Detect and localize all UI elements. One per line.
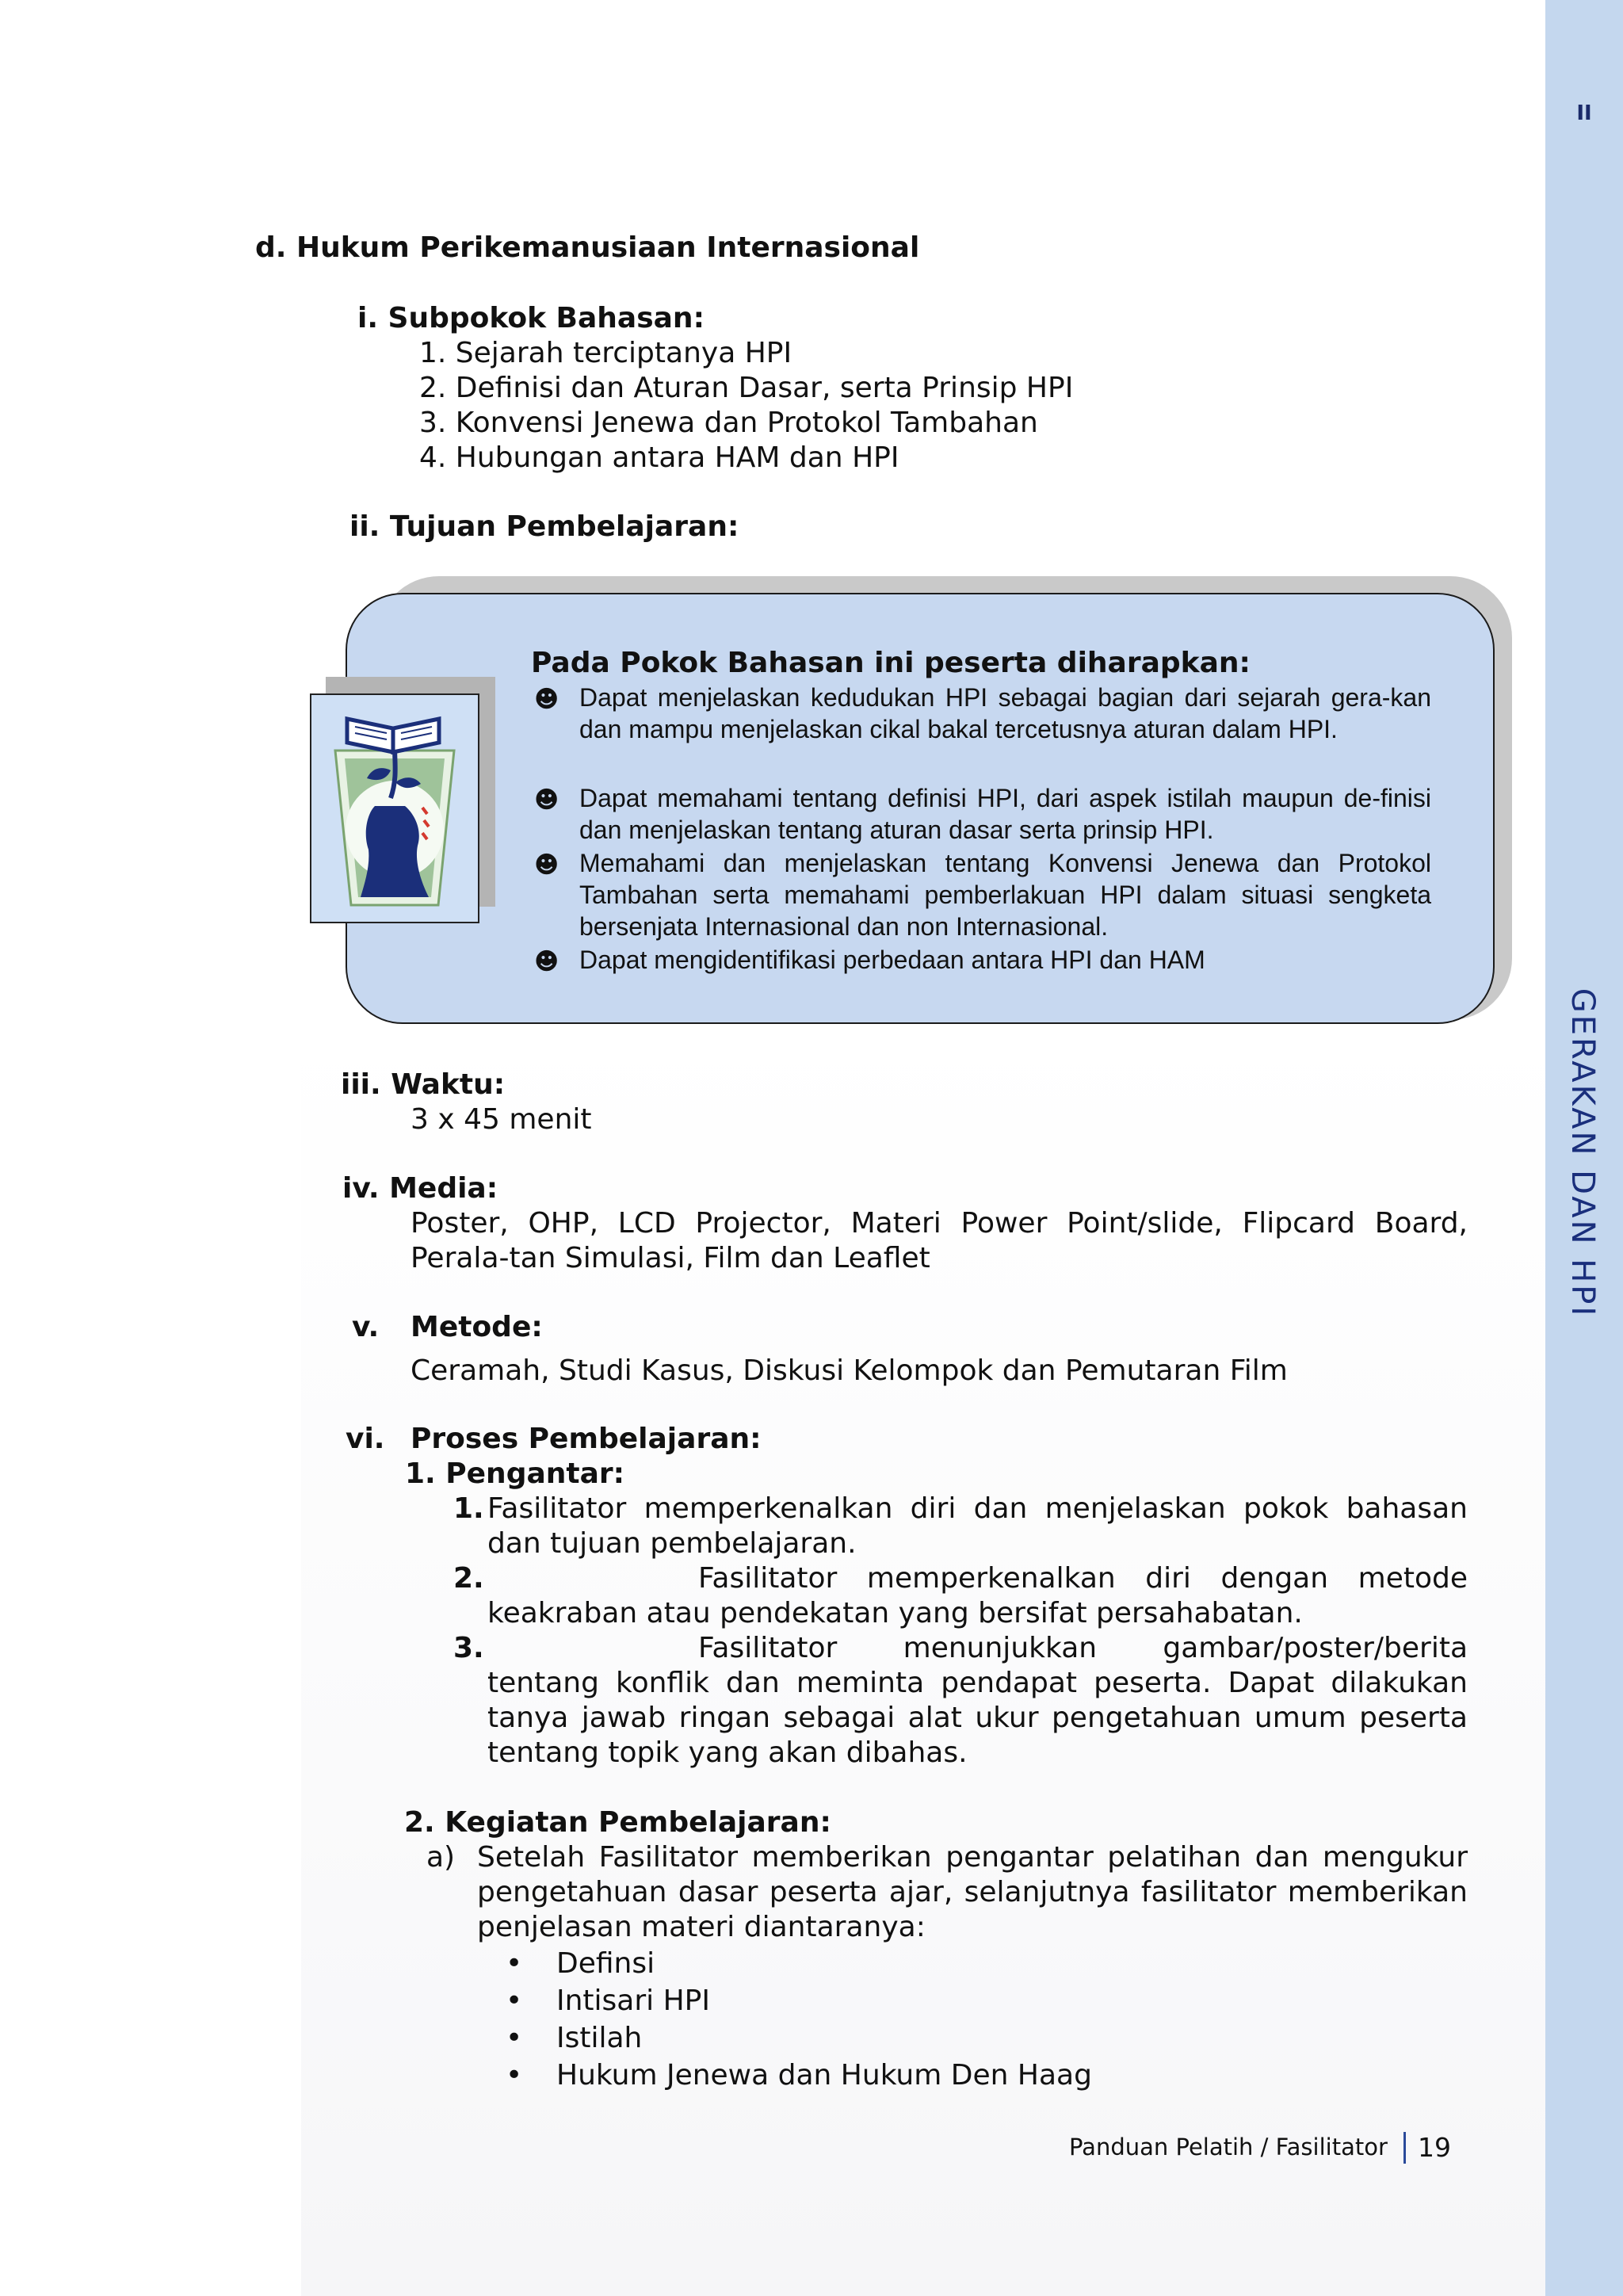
smiley-bullet-icon: ☻ [534, 786, 559, 814]
process-label: Proses Pembelajaran: [411, 1423, 762, 1455]
chapter-number: II [1576, 101, 1592, 125]
bullet-icon: • [506, 1947, 523, 1980]
material-item: Definsi [556, 1947, 655, 1980]
chapter-title: GERAKAN DAN HPI [1564, 988, 1601, 1319]
activities-label: 2. Kegiatan Pembelajaran: [404, 1806, 831, 1839]
method-value: Ceramah, Studi Kasus, Diskusi Kelompok dan Pemutaran Film [411, 1354, 1288, 1387]
material-item: Hukum Jenewa dan Hukum Den Haag [556, 2059, 1092, 2092]
smiley-bullet-icon: ☻ [534, 948, 559, 976]
intro-step-text: Fasilitator menunjukkan gambar/poster/berita tentang konflik dan meminta pendapat peserta. Dapat dilakukan tanya jawab ringan sebagai alat ukur pengetahuan umum peserta tentang topik yang akan dibahas. [487, 1632, 1468, 1769]
subtopic-item: 3. Konvensi Jenewa dan Protokol Tambahan [419, 407, 1038, 439]
objectives-box-title: Pada Pokok Bahasan ini peserta diharapkan: [531, 647, 1251, 679]
objective-item: Dapat mengidentifikasi perbedaan antara HPI dan HAM [579, 946, 1205, 974]
education-logo-icon [310, 693, 479, 923]
activity-a-text: Setelah Fasilitator memberikan pengantar pelatihan dan mengukur pengetahuan dasar peserta ajar, selanjutnya fasilitator memberikan penjelasan materi diantaranya: [477, 1841, 1468, 1943]
smiley-bullet-icon: ☻ [534, 851, 559, 879]
footer-separator [1403, 2132, 1406, 2164]
activity-a-label: a) [426, 1841, 456, 1874]
subtopics-label: i. Subpokok Bahasan: [357, 302, 705, 334]
objectives-label: ii. Tujuan Pembelajaran: [349, 510, 739, 543]
intro-step-number: 1. [453, 1492, 484, 1525]
material-item: Istilah [556, 2022, 643, 2054]
intro-step-number: 3. [453, 1632, 484, 1664]
media-label: iv. Media: [342, 1172, 498, 1205]
objective-item: Memahami dan menjelaskan tentang Konvensi Jenewa dan Protokol Tambahan serta memahami pemberlakuan HPI dalam situasi sengketa bersenjata Internasional dan non Internasional. [579, 849, 1431, 941]
bullet-icon: • [506, 1985, 523, 2017]
intro-label: 1. Pengantar: [405, 1457, 625, 1490]
time-label: iii. Waktu: [341, 1068, 506, 1101]
bullet-icon: • [506, 2022, 523, 2054]
intro-step-text: Fasilitator memperkenalkan diri dengan metode keakraban atau pendekatan yang bersifat persahabatan. [487, 1562, 1468, 1629]
footer-label: Panduan Pelatih / Fasilitator [1069, 2134, 1388, 2160]
method-label: Metode: [411, 1311, 543, 1343]
media-value: Poster, OHP, LCD Projector, Materi Power Point/slide, Flipcard Board, Perala-tan Simulasi, Film dan Leaflet [411, 1207, 1468, 1274]
subtopic-item: 4. Hubungan antara HAM dan HPI [419, 441, 899, 474]
smiley-bullet-icon: ☻ [534, 686, 559, 713]
material-item: Intisari HPI [556, 1985, 711, 2017]
time-value: 3 x 45 menit [411, 1103, 592, 1136]
section-heading: d. Hukum Perikemanusiaan Internasional [255, 231, 920, 264]
subtopic-item: 2. Definisi dan Aturan Dasar, serta Prinsip HPI [419, 372, 1074, 404]
process-numeral: vi. [346, 1423, 385, 1455]
subtopic-item: 1. Sejarah terciptanya HPI [419, 337, 792, 369]
intro-step-number: 2. [453, 1562, 484, 1595]
page-number: 19 [1418, 2132, 1451, 2163]
objective-item: Dapat menjelaskan kedudukan HPI sebagai bagian dari sejarah gera-kan dan mampu menjelaskan cikal bakal tercetusnya aturan dalam HPI. [579, 683, 1431, 743]
intro-step-text: Fasilitator memperkenalkan diri dan menjelaskan pokok bahasan dan tujuan pembelajaran. [487, 1492, 1468, 1560]
bullet-icon: • [506, 2059, 523, 2092]
objective-item: Dapat memahami tentang definisi HPI, dari aspek istilah maupun de-finisi dan menjelaskan tentang aturan dasar serta prinsip HPI. [579, 784, 1431, 844]
method-numeral: v. [352, 1311, 380, 1343]
